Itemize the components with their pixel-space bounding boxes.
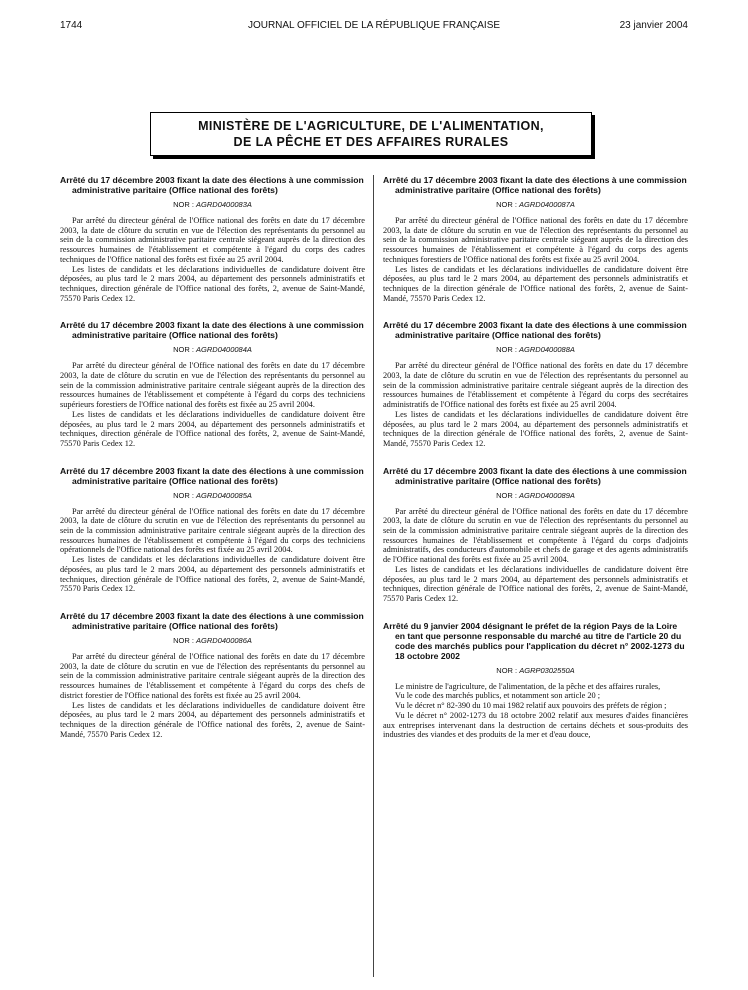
nor-reference	[383, 666, 688, 675]
column-divider	[373, 175, 374, 977]
article	[383, 175, 688, 303]
article-paragraph: Par arrêté du directeur général de l'Office national des forêts en date du 17 décembre 2003, la date de clôture du scrutin en vue de l'élection des représentants du personnel au sein de la commission administrative paritaire centrale siégeant auprès de la direction des ressources humaines de l'établissement et compétente à l'égard du corps des techniciens supérieurs forestiers de l'Office national des forêts est fixée au 25 avril 2004.	[60, 361, 365, 410]
article	[60, 175, 365, 303]
nor-label: NOR :	[173, 345, 194, 355]
article-paragraph: Par arrêté du directeur général de l'Office national des forêts en date du 17 décembre 2003, la date de clôture du scrutin en vue de l'élection des représentants du personnel au sein de la commission administrative paritaire centrale siégeant auprès de la direction des ressources humaines de l'établissement et compétente à l'égard du corps des secrétaires administratifs de l'Office national des forêts est fixée au 25 avril 2004.	[383, 361, 688, 410]
nor-code: AGRD0400086A	[196, 635, 252, 645]
article	[383, 466, 688, 604]
nor-code: AGRP0302550A	[519, 665, 575, 675]
article-paragraph: Par arrêté du directeur général de l'Office national des forêts en date du 17 décembre 2003, la date de clôture du scrutin en vue de l'élection des représentants du personnel au sein de la commission administrative paritaire centrale siégeant auprès de la direction des ressources humaines de l'établissement et compétente à l'égard du corps des cadres techniques de l'Office national des forêts est fixée au 25 avril 2004.	[60, 216, 365, 264]
article-title: Arrêté du 17 décembre 2003 fixant la date des élections à une commission administrative paritaire (Office national des forêts)	[383, 465, 687, 486]
article-title: Arrêté du 17 décembre 2003 fixant la date des élections à une commission administrative paritaire (Office national des forêts)	[60, 320, 364, 341]
article	[60, 466, 365, 594]
article-paragraph: Vu le décret n° 2002-1273 du 18 octobre 2002 relatif aux mesures d'aides financières aux entreprises intervenant dans la destruction de certains déchets et sous-produits des industries des viandes et des produits de la mer et d'eau douce,	[383, 710, 688, 740]
article-paragraph: Par arrêté du directeur général de l'Office national des forêts en date du 17 décembre 2003, la date de clôture du scrutin en vue de l'élection des représentants du personnel au sein de la commission administrative paritaire centrale siégeant auprès de la direction des ressources humaines de l'établissement et compétente à l'égard du corps d'adjoints administratifs, des conducteurs d'automobile et chefs de garage et des agents administratifs de l'Office national des forêts est fixée au 25 avril 2004.	[383, 506, 688, 565]
nor-code: AGRD0400089A	[519, 490, 575, 500]
left-column	[60, 175, 365, 756]
article-paragraph: Les listes de candidats et les déclarations individuelles de candidature doivent être déposées, au plus tard le 2 mars 2004, au département des personnels administratifs et techniques, direction générale de l'Office national des forêts, 2, avenue de Saint-Mandé, 75570 Paris Cedex 12.	[60, 555, 365, 594]
article-title: Arrêté du 17 décembre 2003 fixant la date des élections à une commission administrative paritaire (Office national des forêts)	[383, 175, 687, 195]
article-paragraph: Les listes de candidats et les déclarations individuelles de candidature doivent être déposées, au plus tard le 2 mars 2004, au département des personnels administratifs et techniques, direction générale de l'Office national des forêts, 2, avenue de Saint-Mandé, 75570 Paris Cedex 12.	[60, 409, 365, 448]
article-paragraph: Vu le code des marchés publics, et notamment son article 20 ;	[395, 691, 601, 701]
article	[383, 621, 688, 740]
nor-label: NOR :	[496, 345, 517, 355]
nor-reference	[60, 636, 365, 645]
article-title: Arrêté du 17 décembre 2003 fixant la date des élections à une commission administrative paritaire (Office national des forêts)	[60, 175, 364, 195]
nor-reference	[60, 200, 365, 209]
nor-code: AGRD0400084A	[196, 345, 252, 355]
nor-label: NOR :	[496, 490, 517, 500]
nor-reference	[60, 345, 365, 354]
nor-label: NOR :	[496, 665, 518, 675]
article-paragraph: Par arrêté du directeur général de l'Office national des forêts en date du 17 décembre 2003, la date de clôture du scrutin en vue de l'élection des représentants du personnel au sein de la commission administrative paritaire centrale siégeant auprès de la direction des ressources humaines de l'établissement et compétente à l'égard du corps des techniciens opérationnels de l'Office national des forêts est fixée au 25 avril 2004.	[60, 506, 365, 555]
article	[60, 320, 365, 448]
page-number: 1744	[60, 20, 83, 31]
ministry-heading-line-2: DE LA PÊCHE ET DES AFFAIRES RURALES	[233, 135, 509, 149]
ministry-heading-line-1: MINISTÈRE DE L'AGRICULTURE, DE L'ALIMENTATION,	[198, 119, 544, 133]
article-paragraph: Par arrêté du directeur général de l'Office national des forêts en date du 17 décembre 2003, la date de clôture du scrutin en vue de l'élection des représentants du personnel au sein de la commission administrative paritaire centrale siégeant auprès de la direction des ressources humaines de l'établissement et compétente à l'égard du corps des chefs de district forestier de l'Office national des forêts est fixée au 25 avril 2004.	[60, 651, 365, 700]
nor-label: NOR :	[173, 200, 194, 209]
article-paragraph: Vu le décret n° 82-390 du 10 mai 1982 relatif aux pouvoirs des préfets de région ;	[395, 701, 667, 711]
right-column	[383, 175, 688, 757]
article-title: Arrêté du 9 janvier 2004 désignant le préfet de la région Pays de la Loire en tant que personne responsable du marché au titre de l'article 20 du code des marchés publics pour l'application du décret n° 2002-1273 du 18 octobre 2002	[383, 620, 685, 661]
nor-label: NOR :	[496, 200, 517, 209]
article-paragraph: Les listes de candidats et les déclarations individuelles de candidature doivent être déposées, au plus tard le 2 mars 2004, au département des personnels administratifs et techniques, direction générale de l'Office national des forêts, 2, avenue de Saint-Mandé, 75570 Paris Cedex 12.	[383, 564, 688, 603]
article-title: Arrêté du 17 décembre 2003 fixant la date des élections à une commission administrative paritaire (Office national des forêts)	[60, 610, 364, 631]
journal-title: JOURNAL OFFICIEL DE LA RÉPUBLIQUE FRANÇAISE	[247, 20, 501, 31]
nor-reference	[383, 345, 688, 354]
article-title: Arrêté du 17 décembre 2003 fixant la date des élections à une commission administrative paritaire (Office national des forêts)	[60, 465, 364, 486]
article-paragraph: Les listes de candidats et les déclarations individuelles de candidature doivent être déposées, au plus tard le 2 mars 2004, au département des personnels administratifs et techniques de la direction générale de l'Office national des forêts, 2, avenue de Saint-Mandé, 75570 Paris Cedex 12.	[383, 264, 688, 303]
article-paragraph: Les listes de candidats et les déclarations individuelles de candidature doivent être déposées, au plus tard le 2 mars 2004, au département des personnels administratifs et techniques de la direction générale de l'Office national des forêts, 2, avenue de Saint-Mandé, 75570 Paris Cedex 12.	[383, 409, 688, 448]
nor-code: AGRD0400088A	[519, 345, 575, 355]
text-columns	[60, 175, 688, 975]
article	[60, 611, 365, 739]
article	[383, 320, 688, 448]
ministry-heading-box	[150, 112, 592, 156]
article-paragraph: Le ministre de l'agriculture, de l'alimentation, de la pêche et des affaires rurales,	[395, 681, 661, 691]
nor-code: AGRD0400083A	[196, 200, 252, 209]
article-paragraph: Les listes de candidats et les déclarations individuelles de candidature doivent être déposées, au plus tard le 2 mars 2004, au département des personnels administratifs et techniques, direction générale de l'Office national des forêts, 2, avenue de Saint-Mandé, 75570 Paris Cedex 12.	[60, 264, 365, 303]
article-paragraph: Les listes de candidats et les déclarations individuelles de candidature doivent être déposées, au plus tard le 2 mars 2004, au département des personnels administratifs et techniques de la direction générale de l'Office national des forêts, 2, avenue de Saint-Mandé, 75570 Paris Cedex 12.	[60, 700, 365, 739]
nor-reference	[383, 200, 688, 209]
article-paragraph: Par arrêté du directeur général de l'Office national des forêts en date du 17 décembre 2003, la date de clôture du scrutin en vue de l'élection des représentants du personnel au sein de la commission administrative paritaire centrale siégeant auprès de la direction des ressources humaines de l'établissement et compétente à l'égard du corps des agents techniques forestiers de l'Office national des forêts est fixée au 25 avril 2004.	[383, 216, 688, 264]
nor-label: NOR :	[173, 490, 194, 500]
running-header	[60, 20, 688, 34]
nor-code: AGRD0400087A	[519, 200, 575, 209]
nor-reference	[60, 491, 365, 500]
nor-code: AGRD0400085A	[196, 490, 252, 500]
nor-reference	[383, 491, 688, 500]
issue-date: 23 janvier 2004	[619, 20, 688, 31]
nor-label: NOR :	[173, 635, 194, 645]
article-title: Arrêté du 17 décembre 2003 fixant la date des élections à une commission administrative paritaire (Office national des forêts)	[383, 320, 687, 341]
